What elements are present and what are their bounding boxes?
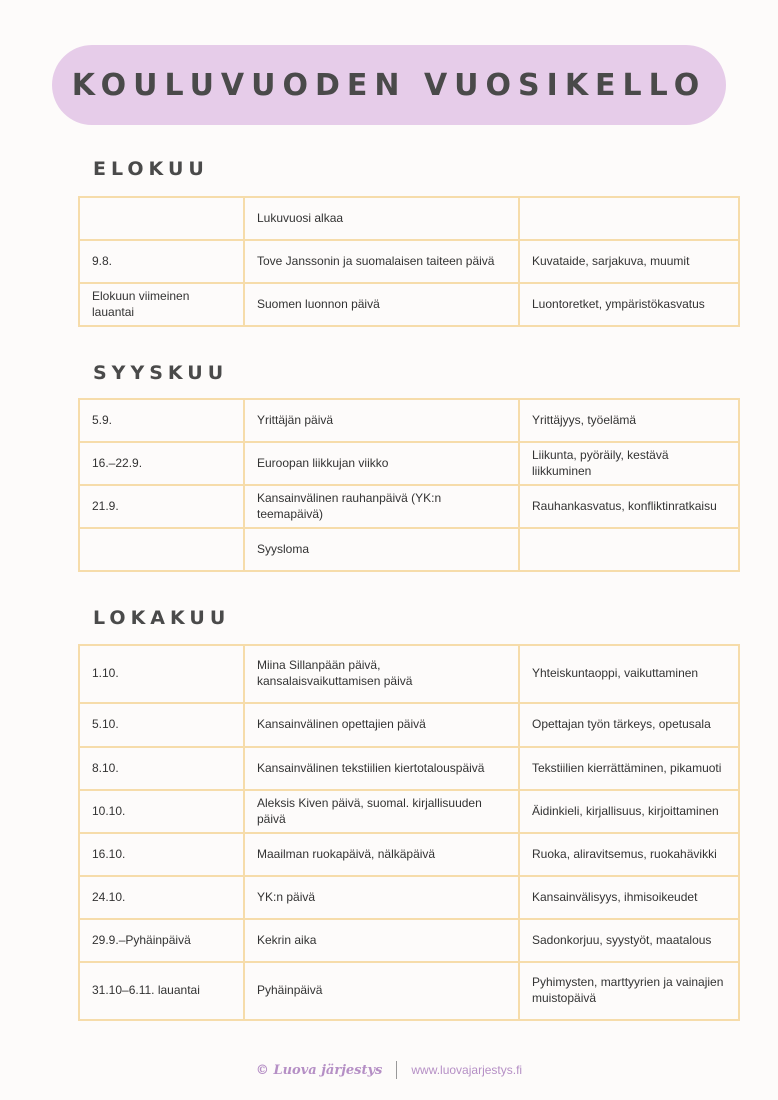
date-cell: 29.9.–Pyhäinpäivä [79,919,244,962]
table-row [79,240,739,283]
event-cell: Syysloma [244,528,519,571]
section-heading-elokuu: ELOKUU [93,158,209,180]
date-cell: 5.10. [79,703,244,747]
website-link[interactable]: www.luovajarjestys.fi [411,1063,523,1077]
theme-cell: Yhteiskuntaoppi, vaikuttaminen [519,645,739,703]
event-cell: Yrittäjän päivä [244,399,519,442]
theme-cell: Rauhankasvatus, konfliktinratkaisu [519,485,739,528]
date-cell: 8.10. [79,747,244,790]
event-cell: Pyhäinpäivä [244,962,519,1020]
theme-cell: Kansainvälisyys, ihmisoikeudet [519,876,739,919]
table-row [79,485,739,528]
table-lokakuu [78,644,740,1021]
footer-divider [396,1061,397,1079]
event-cell: Miina Sillanpään päivä, kansalaisvaikuttamisen päivä [244,645,519,703]
date-cell: 16.–22.9. [79,442,244,485]
date-cell: 5.9. [79,399,244,442]
theme-cell: Äidinkieli, kirjallisuus, kirjoittaminen [519,790,739,833]
event-cell: Aleksis Kiven päivä, suomal. kirjallisuuden päivä [244,790,519,833]
date-cell: 9.8. [79,240,244,283]
title-banner [52,45,726,125]
date-cell: 21.9. [79,485,244,528]
theme-cell: Ruoka, aliravitsemus, ruokahävikki [519,833,739,876]
table-row [79,528,739,571]
table-row [79,283,739,326]
brand-logo-text: © Luova järjestys [255,1062,383,1078]
date-cell: 10.10. [79,790,244,833]
theme-cell: Liikunta, pyöräily, kestävä liikkuminen [519,442,739,485]
date-cell [79,197,244,240]
event-cell: Euroopan liikkujan viikko [244,442,519,485]
theme-cell: Pyhimysten, marttyyrien ja vainajien muistopäivä [519,962,739,1020]
date-cell: 24.10. [79,876,244,919]
theme-cell: Kuvataide, sarjakuva, muumit [519,240,739,283]
event-cell: Kekrin aika [244,919,519,962]
table-row [79,703,739,747]
theme-cell [519,197,739,240]
footer [0,1058,778,1082]
theme-cell: Sadonkorjuu, syystyöt, maatalous [519,919,739,962]
event-cell: YK:n päivä [244,876,519,919]
table-row [79,962,739,1020]
theme-cell: Opettajan työn tärkeys, opetusala [519,703,739,747]
section-heading-syyskuu: SYYSKUU [93,362,229,384]
event-cell: Kansainvälinen rauhanpäivä (YK:n teemapäivä) [244,485,519,528]
theme-cell: Luontoretket, ympäristökasvatus [519,283,739,326]
table-row [79,645,739,703]
date-cell [79,528,244,571]
event-cell: Lukuvuosi alkaa [244,197,519,240]
table-row [79,747,739,790]
table-row [79,399,739,442]
date-cell: 1.10. [79,645,244,703]
date-cell: 16.10. [79,833,244,876]
event-cell: Suomen luonnon päivä [244,283,519,326]
theme-cell [519,528,739,571]
table-row [79,790,739,833]
table-row [79,442,739,485]
event-cell: Kansainvälinen opettajien päivä [244,703,519,747]
table-row [79,919,739,962]
date-cell: Elokuun viimeinen lauantai [79,283,244,326]
event-cell: Kansainvälinen tekstiilien kiertotalouspäivä [244,747,519,790]
theme-cell: Tekstiilien kierrättäminen, pikamuoti [519,747,739,790]
date-cell: 31.10–6.11. lauantai [79,962,244,1020]
table-syyskuu [78,398,740,572]
theme-cell: Yrittäjyys, työelämä [519,399,739,442]
table-row [79,876,739,919]
event-cell: Tove Janssonin ja suomalaisen taiteen päivä [244,240,519,283]
event-cell: Maailman ruokapäivä, nälkäpäivä [244,833,519,876]
table-elokuu [78,196,740,327]
section-heading-lokakuu: LOKAKUU [93,607,231,629]
table-row [79,197,739,240]
table-row [79,833,739,876]
page-title: KOULUVUODEN VUOSIKELLO [71,67,707,103]
